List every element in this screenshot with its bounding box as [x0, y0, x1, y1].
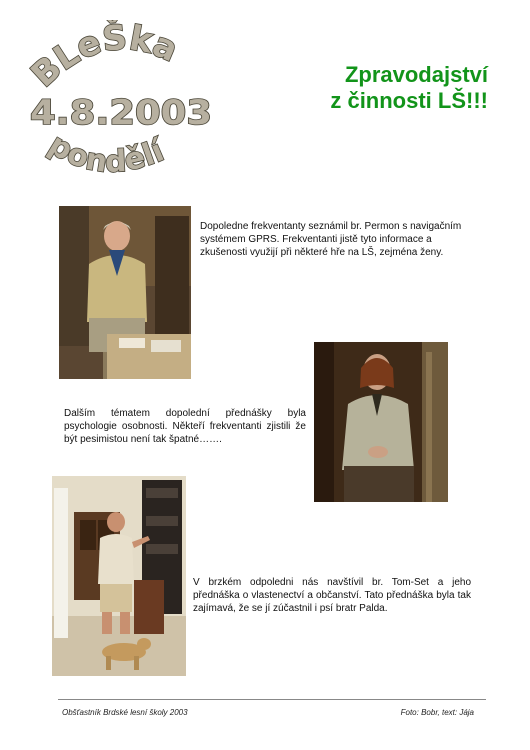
masthead-day-path: pondělí: [42, 127, 169, 180]
photo-frekventantka: [314, 342, 448, 502]
headline-line-2: z činnosti LŠ!!!: [330, 88, 488, 113]
footer-publication: Obšťastník Brdské lesní školy 2003: [62, 708, 188, 717]
headline: [330, 62, 488, 114]
paragraph-2: Dalším tématem dopolední přednášky byla psychologie osobnosti. Někteří frekventanti zjistili že být pesimistou není tak špatné…….: [64, 408, 306, 445]
masthead-date: 4.8.2003: [30, 93, 212, 133]
photo-lecturer-tomset: [52, 476, 186, 676]
footer-rule: [58, 699, 486, 700]
masthead-day: [42, 127, 170, 180]
masthead-art: [20, 20, 220, 200]
paragraph-1: Dopoledne frekventanty seznámil br. Permon s navigačním systémem GPRS. Frekventanti jistě tyto informace a zkušenosti využijí při některé hře na LŠ, zejména ženy.: [200, 221, 462, 258]
headline-line-1: Zpravodajství: [344, 62, 488, 87]
masthead: [20, 20, 220, 200]
photo-frekventantka-image: [314, 342, 448, 502]
photo-lecturer-permon: [59, 206, 191, 379]
footer-credits: Foto: Bobr, text: Jája: [400, 708, 474, 717]
masthead-title-path: BLeŠka: [23, 20, 184, 96]
paragraph-3: V brzkém odpoledni nás navštívil br. Tom-Set a jeho přednáška o vlastenectví a občanství. Tato přednáška byla tak zajímavá, že se jí zúčastnil i psí bratr Palda.: [193, 577, 471, 614]
photo-lecturer-tomset-image: [52, 476, 186, 676]
masthead-title: [24, 20, 184, 95]
photo-lecturer-permon-image: [59, 206, 191, 379]
